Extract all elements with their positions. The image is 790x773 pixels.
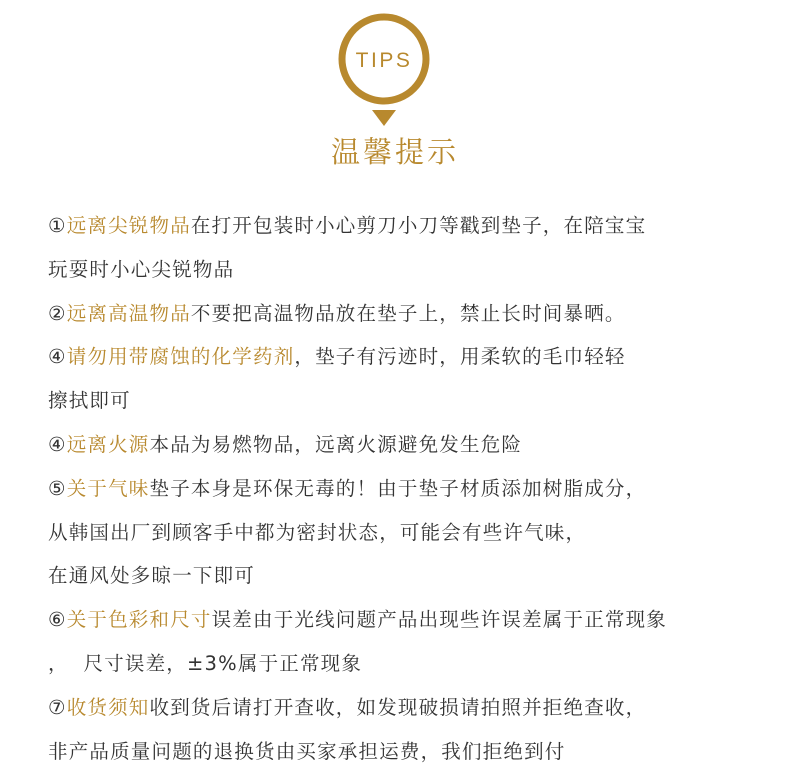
tip-highlight: 关于色彩和尺寸 [66,608,212,632]
tip-line [48,642,783,686]
tip-line [48,511,783,555]
badge-pointer-icon [372,110,396,126]
tip-line [48,598,783,642]
tip-highlight: 远离尖锐物品 [66,214,191,237]
tip-highlight: 远离高温物品 [66,301,191,325]
tip-text: 收到货后请打开查收，如发现破损请拍照并拒绝查收， [149,695,647,719]
tip-line [48,730,783,773]
tip-line [48,204,783,248]
tip-highlight: 关于气味 [66,476,150,500]
tip-highlight: 收货须知 [66,695,150,719]
tip-text: 不要把高温物品放在垫子上，禁止长时间暴晒。 [190,301,626,325]
tip-number: ④ [48,345,67,369]
tip-text: 垫子本身是环保无毒的！由于垫子材质添加树脂成分， [149,476,647,500]
tip-highlight: 远离火源 [66,432,150,456]
tips-badge-graphic [334,10,434,128]
tips-badge [334,10,434,128]
tip-line [48,686,783,730]
tip-text: 玩耍时小心尖锐物品 [48,257,235,281]
tip-line [48,554,783,598]
tip-highlight: 请勿用带腐蚀的化学药剂 [66,345,295,369]
tip-text: 误差由于光线问题产品出现些许误差属于正常现象 [211,608,667,632]
tip-text: ，垫子有污迹时，用柔软的毛巾轻轻 [294,345,626,369]
tip-number: ① [48,214,67,237]
tip-number: ⑦ [48,695,67,719]
tip-number: ② [48,301,67,325]
tip-text: 本品为易燃物品，远离火源避免发生危险 [149,432,523,456]
tip-text: 擦拭即可 [48,389,131,413]
tip-line [48,467,783,511]
tip-text: 在打开包装时小心剪刀小刀等戳到垫子，在陪宝宝 [190,214,647,237]
page-title: 温馨提示 [330,135,459,169]
tip-text: 从韩国出厂到顾客手中都为密封状态，可能会有些许气味， [48,520,587,544]
badge-text: TIPS [355,49,413,72]
tip-line [48,335,783,379]
tip-number: ⑥ [48,608,67,632]
tip-line [48,292,783,336]
tip-text: 在通风处多晾一下即可 [48,564,256,588]
tips-list [48,204,783,773]
tip-number: ④ [48,432,67,456]
tip-number: ⑤ [48,476,67,500]
tip-text: ， 尺寸误差，±3%属于正常现象 [48,651,363,675]
tip-line [48,248,783,292]
tip-line [48,423,783,467]
tip-text: 非产品质量问题的退换货由买家承担运费，我们拒绝到付 [48,739,566,763]
tip-line [48,379,783,423]
